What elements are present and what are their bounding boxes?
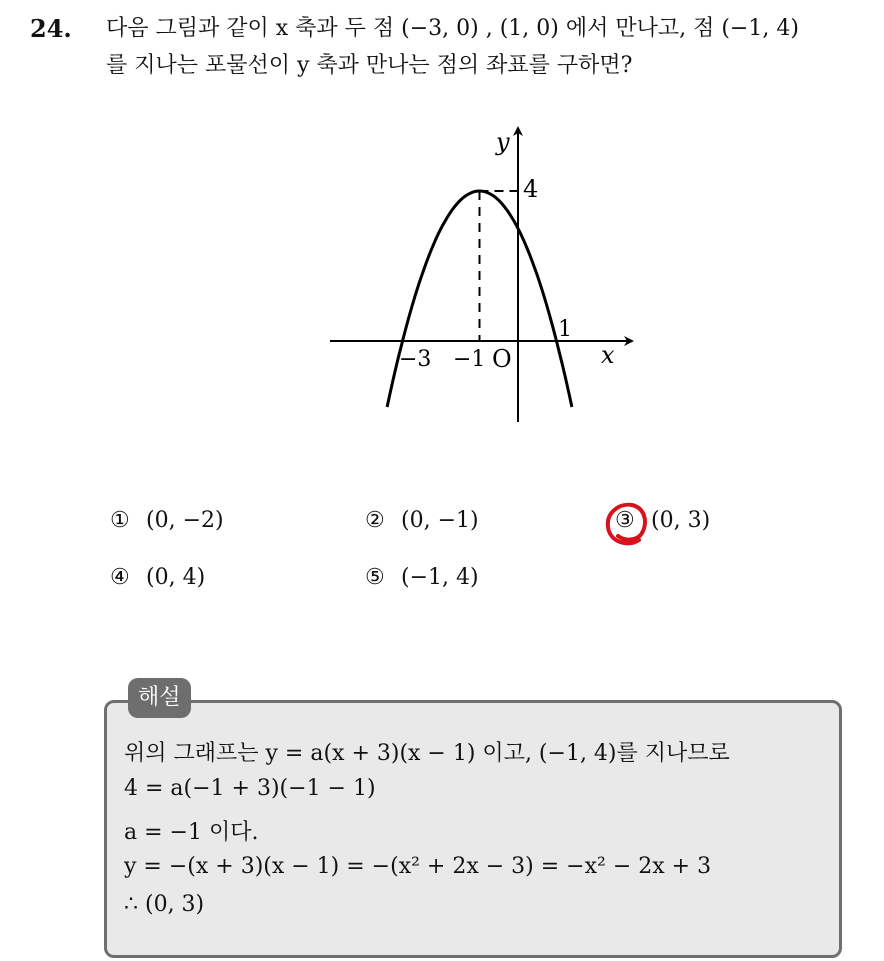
- solution-line-1: 위의 그래프는 y = a(x + 3)(x − 1) 이고, (−1, 4)를 지나므로: [124, 741, 730, 766]
- parabola-graph: [320, 120, 640, 430]
- choice-1[interactable]: [110, 508, 224, 533]
- answer-circle-mark: [604, 500, 650, 546]
- x-tick-label-1: 1: [558, 317, 572, 342]
- choice-5[interactable]: [365, 565, 479, 590]
- choice-text-3: (0, 3): [651, 508, 711, 533]
- choice-marker-4: ④: [110, 565, 130, 590]
- question-text-line-2: 를 지나는 포물선이 y 축과 만나는 점의 좌표를 구하면?: [106, 53, 633, 78]
- y-axis-label: y: [496, 128, 510, 156]
- choice-text-2: (0, −1): [401, 508, 479, 533]
- x-tick-label-minus-3: −3: [399, 347, 432, 372]
- choice-marker-5: ⑤: [365, 565, 385, 590]
- choice-marker-3: ③: [615, 508, 635, 533]
- x-tick-label-minus-1: −1: [453, 347, 486, 372]
- origin-label: O: [492, 345, 512, 373]
- solution-line-4: y = −(x + 3)(x − 1) = −(x² + 2x − 3) = −x² − 2x + 3: [124, 854, 712, 879]
- choice-text-1: (0, −2): [146, 508, 224, 533]
- choice-2[interactable]: [365, 508, 479, 533]
- question-text-line-1: 다음 그림과 같이 x 축과 두 점 (−3, 0) , (1, 0) 에서 만나고, 점 (−1, 4): [106, 16, 799, 41]
- choice-marker-2: ②: [365, 508, 385, 533]
- x-axis-label: x: [601, 341, 615, 369]
- question-number: 24.: [30, 14, 72, 43]
- solution-tag: 해설: [128, 678, 191, 718]
- choice-text-4: (0, 4): [146, 565, 206, 590]
- solution-line-2: 4 = a(−1 + 3)(−1 − 1): [124, 776, 376, 801]
- choice-text-5: (−1, 4): [401, 565, 479, 590]
- solution-line-5: ∴ (0, 3): [124, 892, 205, 917]
- solution-line-3: a = −1 이다.: [124, 820, 259, 845]
- choice-marker-1: ①: [110, 508, 130, 533]
- choice-4[interactable]: [110, 565, 205, 590]
- y-tick-label-4: 4: [523, 175, 539, 203]
